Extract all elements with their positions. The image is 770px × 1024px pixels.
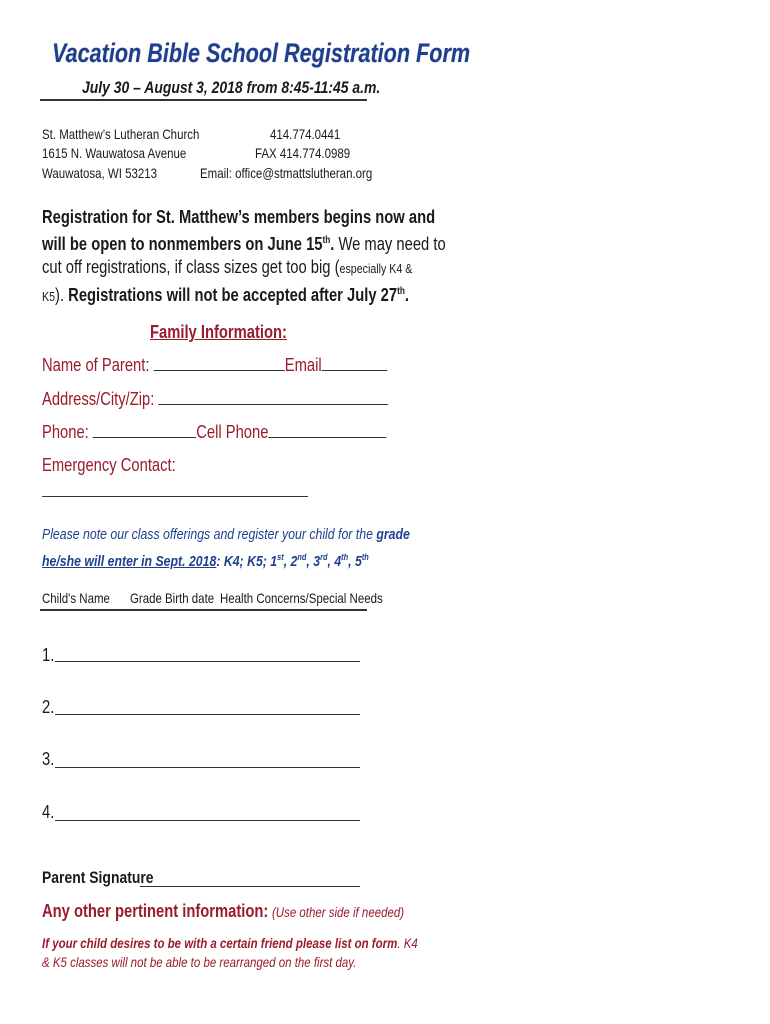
classes-line-1a: Please note our class offerings and register your child for the: [42, 526, 377, 543]
title-divider: [40, 99, 367, 101]
sup-rd: rd: [320, 552, 328, 562]
church-phone: 414.774.0441: [270, 126, 341, 142]
notice-line-4b: ).: [55, 285, 69, 305]
notice-sup-th-2: th: [397, 286, 405, 297]
notice-line-1: Registration for St. Matthew’s members begins now and: [42, 207, 436, 227]
parent-signature-field[interactable]: [140, 886, 360, 887]
email-field[interactable]: [322, 354, 388, 371]
notice-line-2b: .: [330, 234, 339, 254]
classes-line-2a: he/she will enter in Sept. 2018: [42, 553, 217, 570]
footer-line-1a: If your child desires to be with a certain friend please list on form: [42, 935, 398, 951]
emergency-contact-label: Emergency Contact:: [42, 455, 176, 475]
classes-line-2b: : K4; K5; 1: [216, 553, 278, 570]
footer-line-1b: . K4: [397, 935, 418, 951]
child-row-4-field[interactable]: [55, 820, 360, 821]
sup-th-5: th: [361, 552, 369, 562]
sup-st: st: [277, 552, 284, 562]
other-info-note: (Use other side if needed): [271, 904, 405, 920]
church-fax: FAX 414.774.0989: [255, 145, 351, 161]
phone-row: [42, 421, 387, 443]
address-row: [42, 388, 388, 410]
cell-phone-label: Cell Phone: [196, 422, 269, 442]
parent-signature-label: Parent Signature: [42, 868, 154, 887]
child-row-2-field[interactable]: [55, 714, 360, 715]
address-label: Address/City/Zip:: [42, 389, 155, 409]
church-city: Wauwatosa, WI 53213: [42, 165, 158, 181]
child-row-1-field[interactable]: [55, 661, 360, 662]
col-health-concerns: Health Concerns/Special Needs: [220, 590, 383, 606]
friend-request-note: [42, 934, 418, 972]
notice-line-3a: cut off registrations, if class sizes get too big (: [42, 257, 340, 277]
notice-line-4c: Registrations will not be accepted after July 27: [68, 285, 398, 305]
phone-label: Phone:: [42, 422, 89, 442]
grade-2: , 2: [283, 553, 298, 570]
cell-phone-field[interactable]: [268, 421, 386, 438]
notice-line-4a: K5: [42, 289, 56, 304]
event-dates: July 30 – August 3, 2018 from 8:45-11:45 a.m.: [82, 78, 381, 97]
grade-5: , 5: [348, 553, 362, 570]
col-grade: Grade: [130, 590, 162, 606]
church-email[interactable]: Email: office@stmattslutheran.org: [200, 165, 373, 181]
church-name: St. Matthew’s Lutheran Church: [42, 126, 200, 142]
form-title: Vacation Bible School Registration Form: [52, 38, 471, 68]
child-row-3-number: 3.: [42, 749, 55, 769]
col-birth-date: Birth date: [165, 590, 215, 606]
sup-th-4: th: [341, 552, 349, 562]
notice-sup-th: th: [322, 235, 331, 246]
col-childs-name: Child's Name: [42, 590, 110, 606]
child-row-2-number: 2.: [42, 697, 55, 717]
address-field[interactable]: [158, 388, 388, 405]
table-header-rule: [40, 609, 367, 611]
email-label: Email: [284, 355, 322, 375]
phone-field[interactable]: [93, 421, 196, 438]
parent-name-label: Name of Parent:: [42, 355, 150, 375]
sup-nd: nd: [297, 552, 307, 562]
child-row-3-field[interactable]: [55, 767, 360, 768]
grade-4: , 4: [327, 553, 342, 570]
parent-name-row: [42, 354, 387, 376]
notice-line-2a: will be open to nonmembers on June 15: [42, 234, 323, 254]
other-info-label: Any other pertinent information:: [42, 901, 269, 921]
class-offerings-note: [42, 524, 410, 573]
church-street: 1615 N. Wauwatosa Avenue: [42, 145, 187, 161]
parent-name-field[interactable]: [154, 354, 285, 371]
footer-line-2: & K5 classes will not be able to be rearranged on the first day.: [42, 954, 357, 970]
classes-line-1b: grade: [376, 526, 410, 543]
grade-3: , 3: [306, 553, 321, 570]
notice-line-4d: .: [404, 285, 409, 305]
child-row-1-number: 1.: [42, 645, 55, 665]
other-info-row: [42, 901, 404, 922]
family-info-heading: Family Information:: [150, 322, 287, 342]
notice-line-3b: especially K4 &: [339, 261, 413, 276]
notice-paragraph: [42, 206, 446, 308]
notice-line-2c: We may need to: [338, 234, 446, 254]
emergency-contact-field[interactable]: [42, 496, 308, 497]
child-row-4-number: 4.: [42, 802, 55, 822]
